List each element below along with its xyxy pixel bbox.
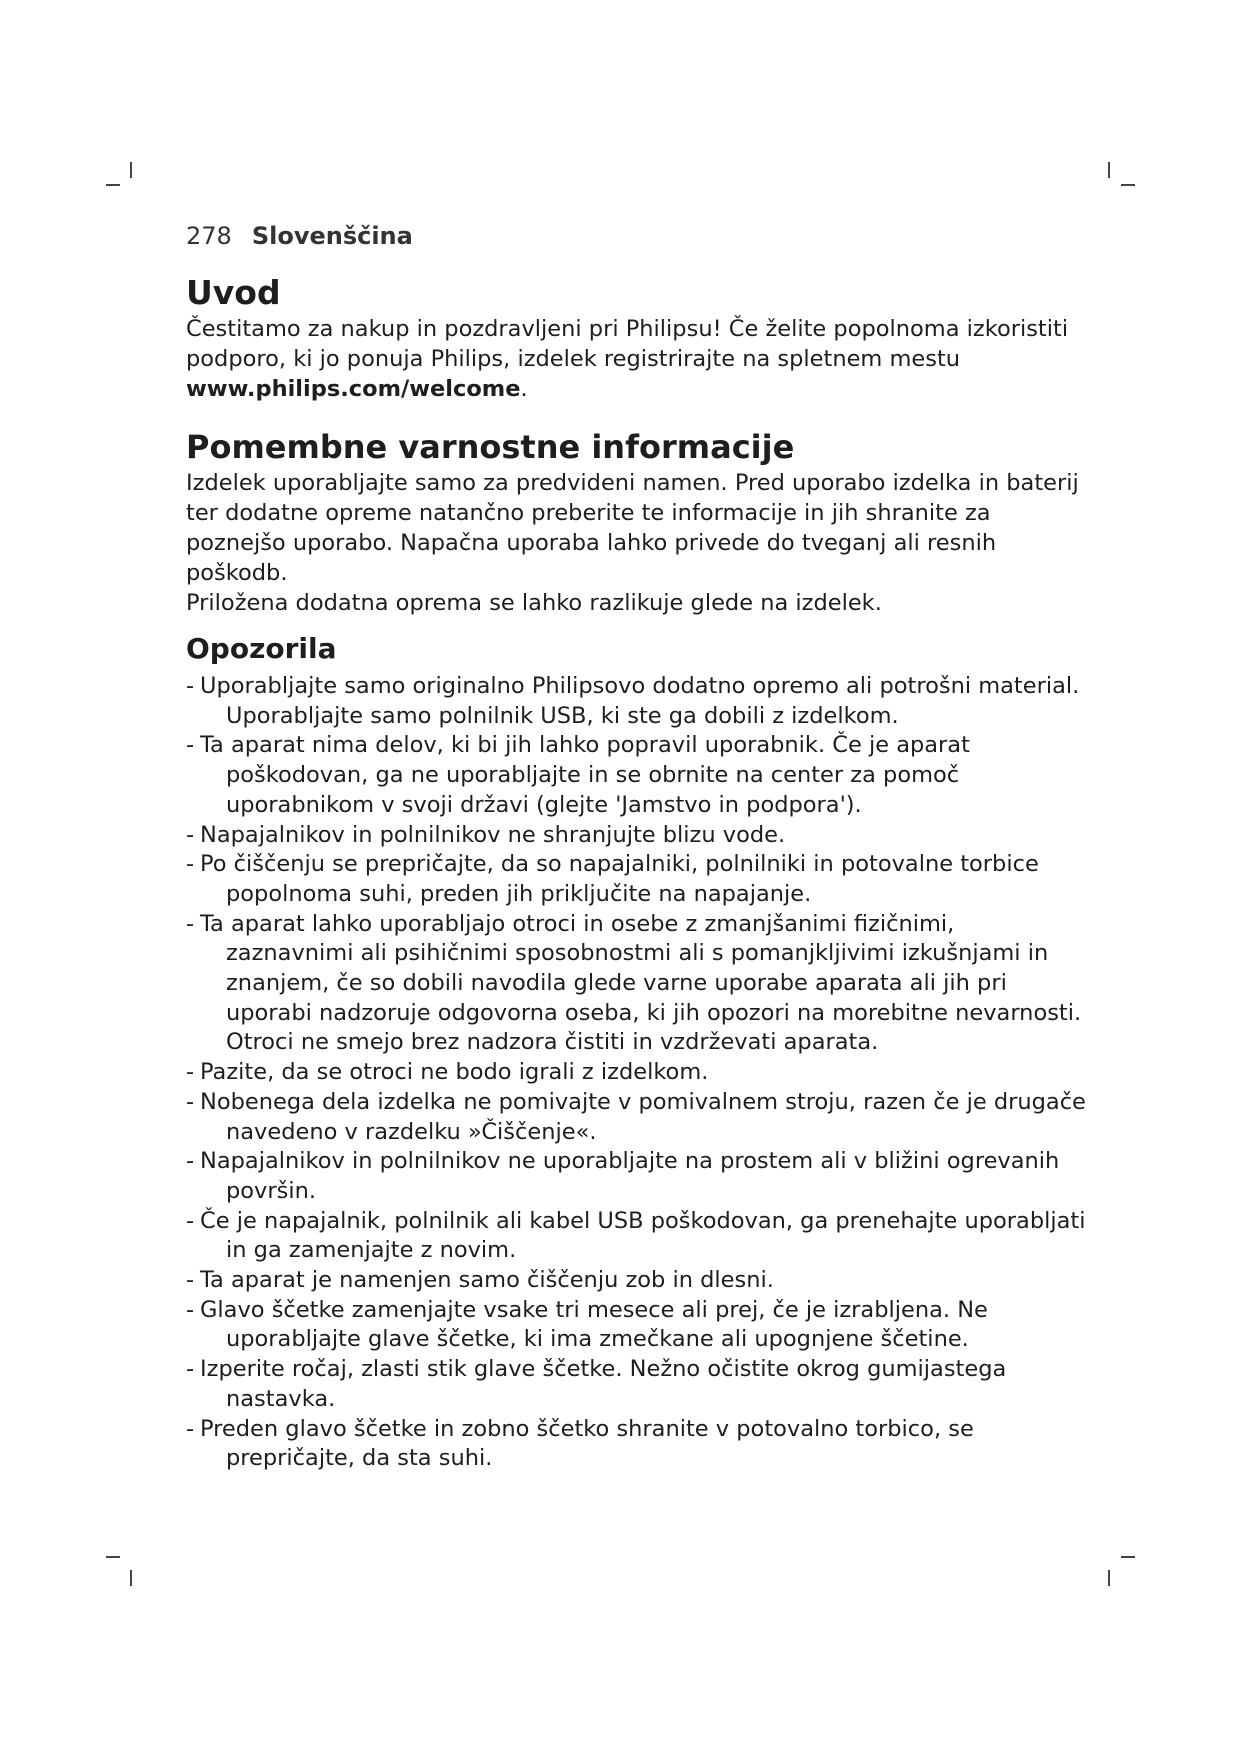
warning-text: Ta aparat je namenjen samo čiščenju zob in dlesni. — [200, 1267, 774, 1294]
intro-period: . — [520, 376, 528, 402]
warning-text: Uporabljajte samo originalno Philipsovo dodatno opremo ali potrošni material. Uporabljajte samo polnilnik USB, ki ste ga dobili z izdelkom. — [200, 673, 1080, 729]
crop-mark-top-right-h — [1121, 184, 1135, 186]
warning-text: Če je napajalnik, polnilnik ali kabel USB poškodovan, ga prenehajte uporabljati in ga zamenjajte z novim. — [200, 1207, 1086, 1264]
warning-item — [186, 1415, 1086, 1474]
warnings-list — [186, 672, 1086, 1474]
warning-item — [186, 1088, 1086, 1147]
warning-text: Pazite, da se otroci ne bodo igrali z izdelkom. — [200, 1059, 709, 1086]
bullet-dash: - — [186, 1356, 195, 1383]
intro-heading: Uvod — [186, 273, 281, 312]
crop-mark-top-left-v — [130, 162, 132, 178]
welcome-link[interactable]: www.philips.com/welcome — [186, 376, 521, 402]
warning-item — [186, 910, 1086, 1059]
bullet-dash: - — [186, 851, 195, 878]
warning-item — [186, 672, 1086, 731]
crop-mark-top-left-h — [106, 184, 120, 186]
warning-text: Po čiščenju se prepričajte, da so napajalniki, polnilniki in potovalne torbice popolnoma suhi, preden jih priključite na napajanje. — [200, 851, 1039, 907]
warning-item — [186, 1207, 1086, 1266]
bullet-dash: - — [186, 1148, 195, 1175]
bullet-dash: - — [186, 1088, 195, 1115]
warning-text: Ta aparat nima delov, ki bi jih lahko popravil uporabnik. Če je aparat poškodovan, ga ne uporabljajte in se obrnite na center za pomoč uporabnikom v svoji državi (glejte 'Jamstvo in podpora'). — [200, 732, 970, 818]
crop-mark-bottom-right-h — [1121, 1556, 1135, 1558]
crop-mark-top-right-v — [1108, 162, 1110, 178]
warning-text: Ta aparat lahko uporabljajo otroci in osebe z zmanjšanimi fizičnimi, zaznavnimi ali psihičnimi sposobnostmi ali s pomanjkljivimi izkušnjami in znanjem, če so dobili navodila glede varne uporabe aparata ali jih pri uporabi nadzoruje odgovorna oseba, ki jih opozori na morebitne nevarnosti. Otroci ne smejo brez nadzora čistiti in vzdrževati aparata. — [200, 910, 1082, 1056]
safety-heading: Pomembne varnostne informacije — [186, 428, 795, 466]
document-page — [186, 218, 1086, 1474]
bullet-dash: - — [186, 1415, 195, 1442]
intro-text: Čestitamo za nakup in pozdravljeni pri Philipsu! Če želite popolnoma izkoristiti podporo, ki jo ponuja Philips, izdelek registrirajte na spletnem mestu — [186, 316, 1069, 372]
warning-item — [186, 1266, 1086, 1296]
warning-text: Nobenega dela izdelka ne pomivajte v pomivalnem stroju, razen če je drugače navedeno v razdelku »Čiščenje«. — [200, 1088, 1086, 1145]
bullet-dash: - — [186, 1267, 195, 1294]
bullet-dash: - — [186, 673, 195, 699]
warning-text: Izperite ročaj, zlasti stik glave ščetke. Nežno očistite okrog gumijastega nastavka. — [200, 1356, 1007, 1412]
bullet-dash: - — [186, 732, 195, 759]
warning-text: Glavo ščetke zamenjajte vsake tri mesece ali prej, če je izrabljena. Ne uporabljajte glave ščetke, ki ima zmečkane ali upognjene ščetine. — [200, 1296, 988, 1353]
warning-item — [186, 1147, 1086, 1206]
language-label: Slovenščina — [251, 222, 413, 250]
crop-mark-bottom-right-v — [1108, 1570, 1110, 1586]
crop-mark-bottom-left-v — [130, 1570, 132, 1586]
crop-mark-bottom-left-h — [106, 1556, 120, 1558]
intro-paragraph — [186, 314, 1086, 404]
page-number: 278 — [186, 222, 232, 250]
warning-text: Napajalnikov in polnilnikov ne uporabljajte na prostem ali v bližini ogrevanih površin. — [200, 1148, 1060, 1204]
bullet-dash: - — [186, 910, 195, 937]
safety-paragraph-1: Izdelek uporabljajte samo za predvideni namen. Pred uporabo izdelka in baterij ter dodatne opreme natančno preberite te informacije in jih shranite za poznejšo uporabo. Napačna uporaba lahko privede do tveganj ali resnih poškodb. — [186, 470, 1079, 586]
warning-text: Napajalnikov in polnilnikov ne shranjujte blizu vode. — [200, 821, 786, 848]
warning-text: Preden glavo ščetke in zobno ščetko shranite v potovalno torbico, se prepričajte, da sta suhi. — [200, 1415, 974, 1472]
warning-item — [186, 1058, 1086, 1088]
safety-paragraph-2: Priložena dodatna oprema se lahko razlikuje glede na izdelek. — [186, 590, 882, 616]
warning-item — [186, 821, 1086, 851]
bullet-dash: - — [186, 1207, 195, 1234]
warning-item — [186, 731, 1086, 820]
warning-item — [186, 850, 1086, 909]
warnings-heading: Opozorila — [186, 632, 337, 665]
bullet-dash: - — [186, 821, 195, 848]
warning-item — [186, 1355, 1086, 1414]
bullet-dash: - — [186, 1059, 195, 1086]
page-header — [186, 218, 1086, 254]
warning-item — [186, 1296, 1086, 1355]
bullet-dash: - — [186, 1296, 195, 1323]
